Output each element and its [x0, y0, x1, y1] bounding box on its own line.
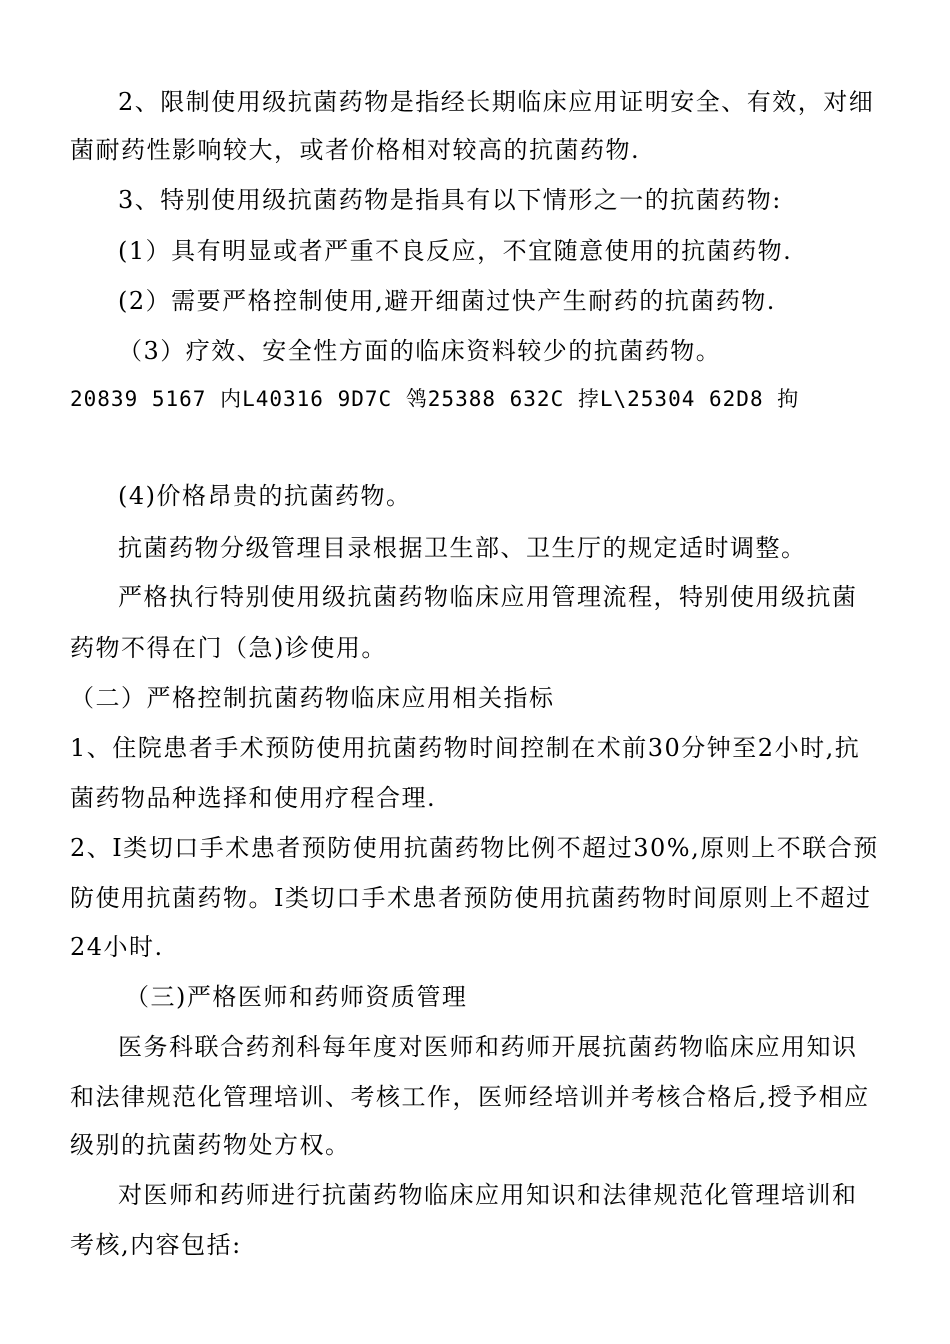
paragraph-line: 医务科联合药剂科每年度对医师和药师开展抗菌药物临床应用知识	[118, 1033, 858, 1061]
paragraph-line: 1、住院患者手术预防使用抗菌药物时间控制在术前30分钟至2小时,抗	[70, 734, 861, 762]
paragraph-line: 抗菌药物分级管理目录根据卫生部、卫生厅的规定适时调整。	[118, 534, 807, 562]
paragraph-line: 和法律规范化管理培训、考核工作，医师经培训并考核合格后,授予相应	[70, 1083, 870, 1111]
paragraph-line: 对医师和药师进行抗菌药物临床应用知识和法律规范化管理培训和	[118, 1181, 858, 1209]
paragraph-line: 2、限制使用级抗菌药物是指经长期临床应用证明安全、有效，对细	[118, 88, 875, 116]
paragraph-line: 严格执行特别使用级抗菌药物临床应用管理流程，特别使用级抗菌	[118, 583, 858, 611]
section-heading: （三)严格医师和药师资质管理	[125, 983, 468, 1011]
paragraph-line: (1）具有明显或者严重不良反应，不宜随意使用的抗菌药物.	[118, 237, 793, 265]
paragraph-line: 菌药物品种选择和使用疗程合理.	[70, 784, 437, 812]
section-heading: （二）严格控制抗菌药物临床应用相关指标	[70, 684, 555, 712]
paragraph-line: 防使用抗菌药物。I类切口手术患者预防使用抗菌药物时间原则上不超过	[70, 884, 872, 912]
paragraph-line: (2）需要严格控制使用,避开细菌过快产生耐药的抗菌药物.	[118, 287, 776, 315]
paragraph-line: （3）疗效、安全性方面的临床资料较少的抗菌药物。	[118, 337, 722, 365]
paragraph-line: 3、特别使用级抗菌药物是指具有以下情形之一的抗菌药物:	[118, 186, 782, 214]
paragraph-line: 药物不得在门（急)诊使用。	[70, 634, 387, 662]
encoding-artifact-line: 20839 5167 内L40316 9D7C 鸰25388 632C 挬L\25304 62D8 拘	[70, 387, 800, 411]
paragraph-line: 24小时.	[70, 933, 164, 961]
paragraph-line: (4)价格昂贵的抗菌药物。	[118, 482, 412, 510]
paragraph-line: 2、I类切口手术患者预防使用抗菌药物比例不超过30%,原则上不联合预	[70, 834, 879, 862]
paragraph-line: 考核,内容包括:	[70, 1231, 242, 1259]
paragraph-line: 菌耐药性影响较大，或者价格相对较高的抗菌药物.	[70, 136, 641, 164]
paragraph-line: 级别的抗菌药物处方权。	[70, 1131, 351, 1159]
